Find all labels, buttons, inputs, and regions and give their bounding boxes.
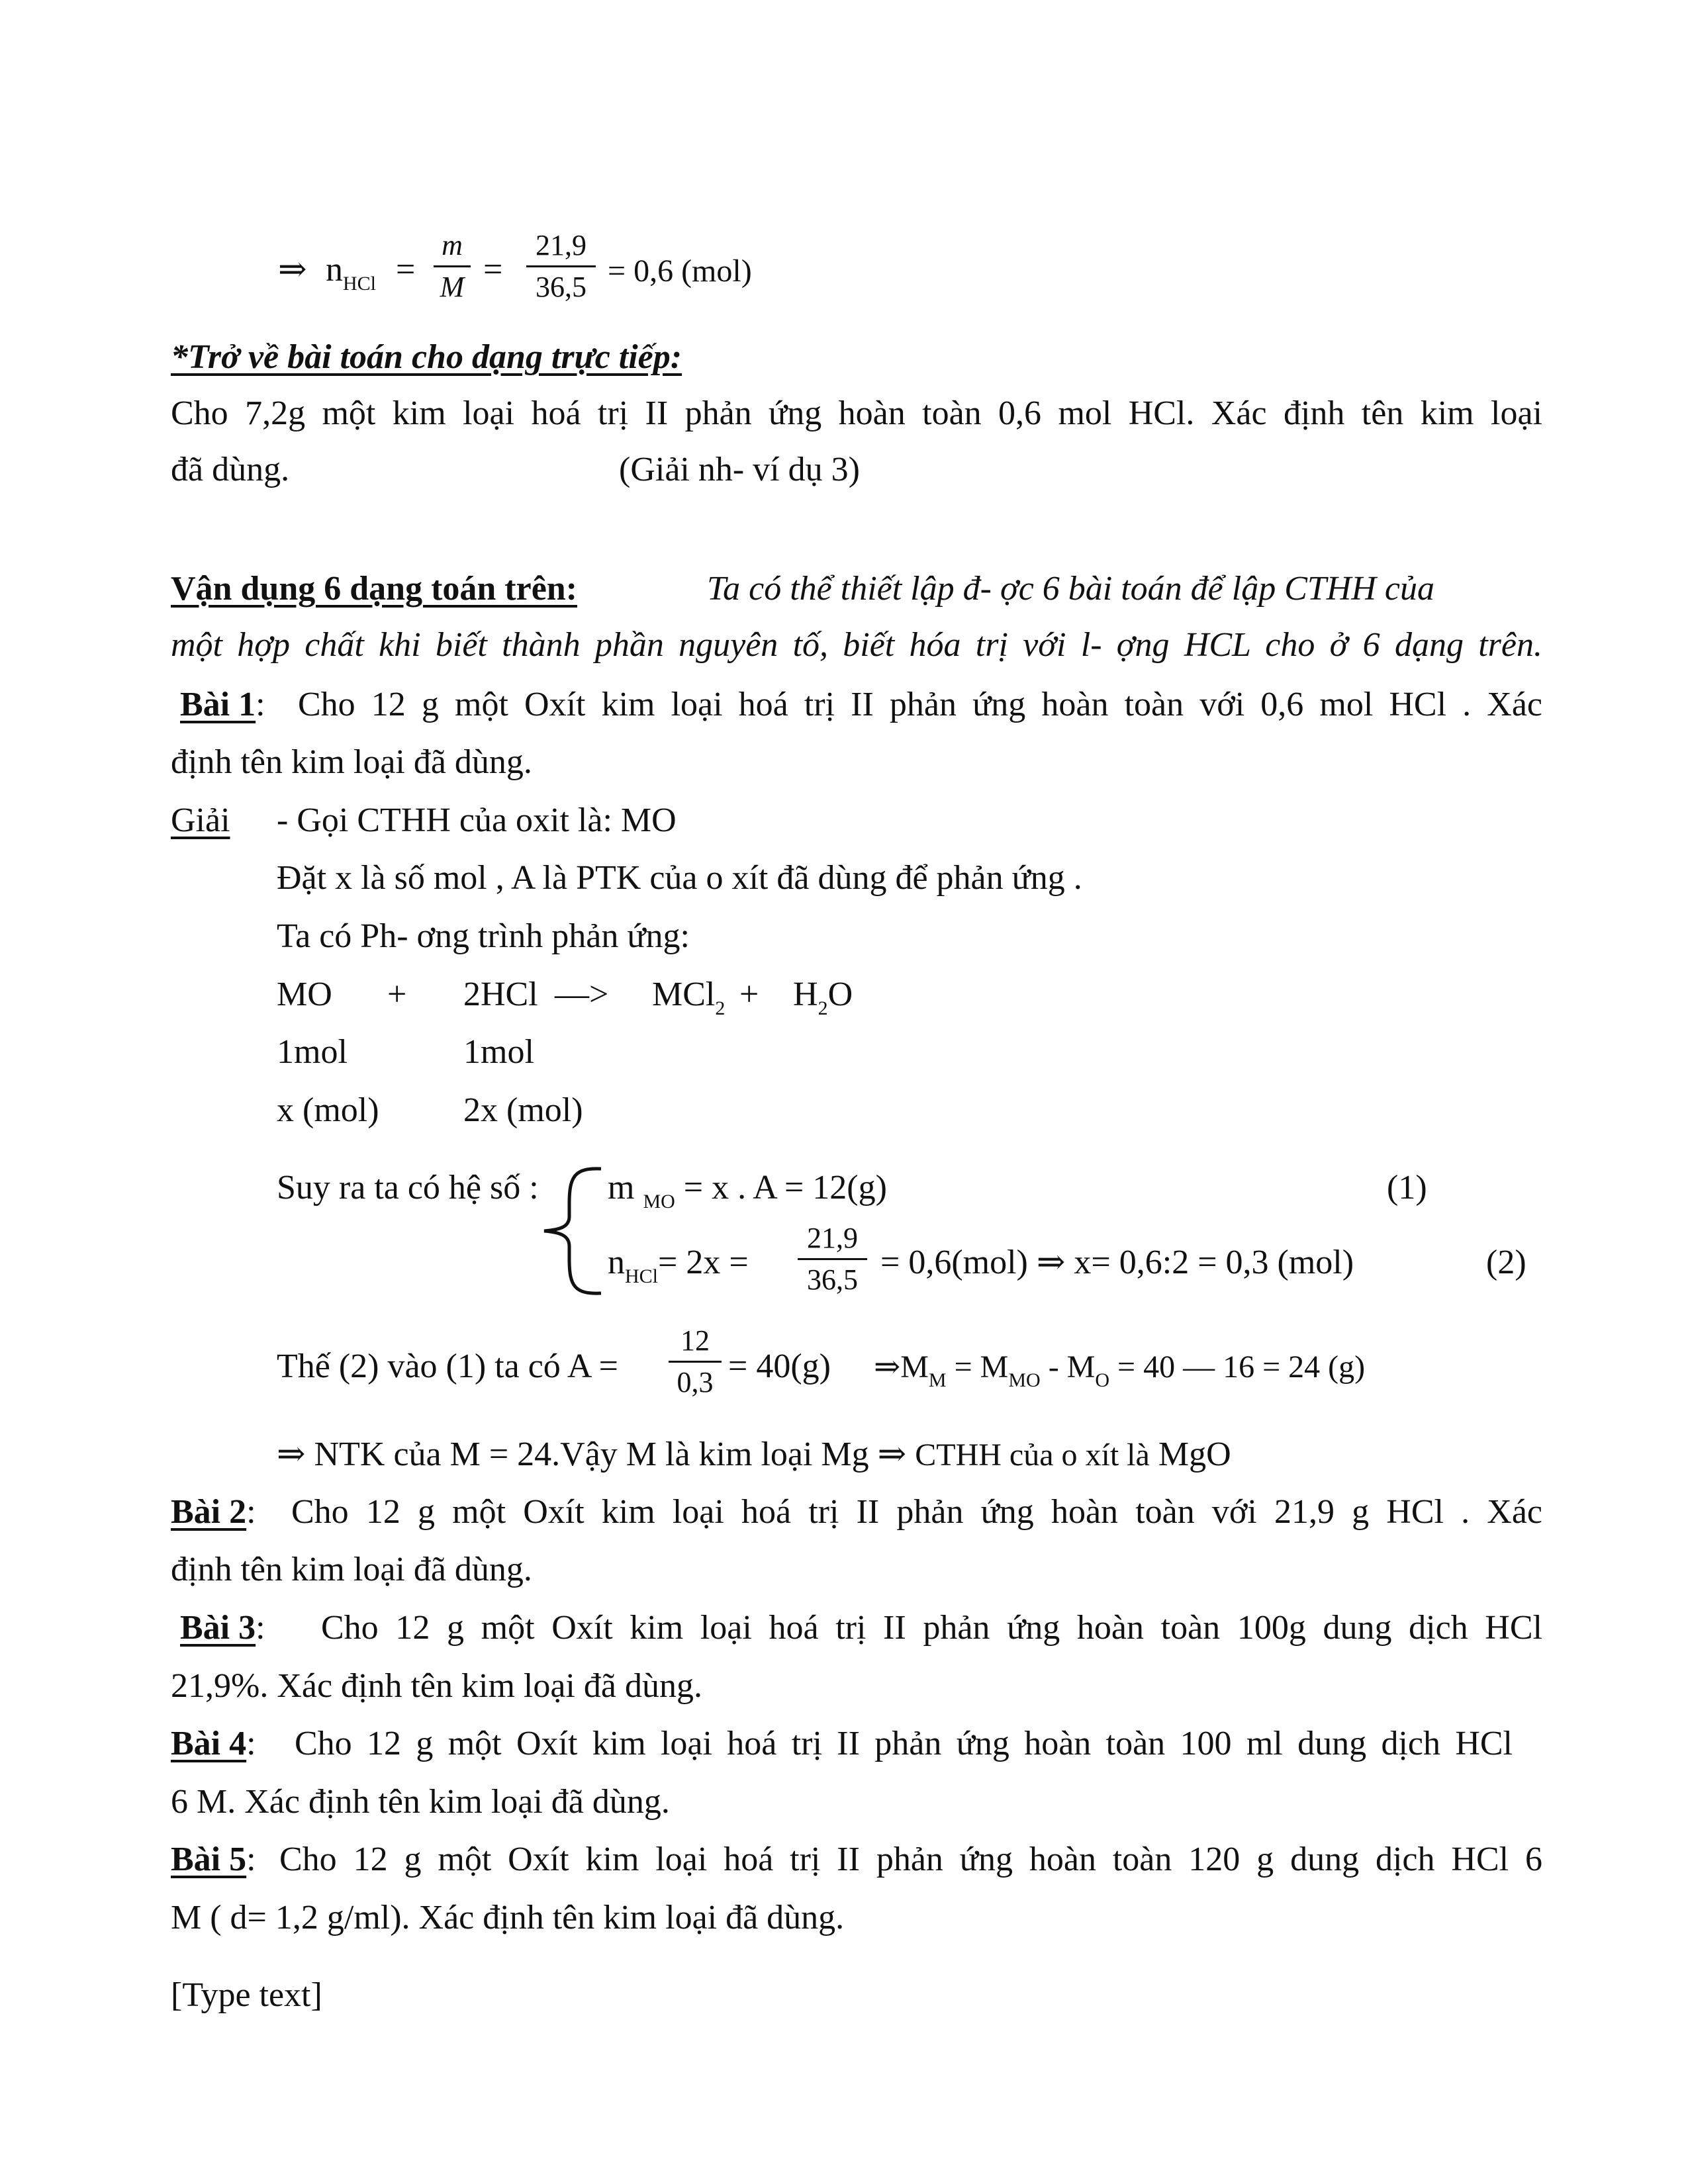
apply-heading: Vận dụng 6 dạng toán trên: [171,570,578,608]
solution-step-2: Đặt x là số mol , A là PTK của o xít đã dùng để phản ứng . [277,859,1082,897]
molar-mass-derivation: $\Rightarrow M_M = M_{MO} - M_O = 40$ — 16 = 24 (g) [874,1349,1366,1391]
bai3-line-2: 21,9%. Xác định tên kim loại đã dùng. [171,1667,702,1705]
equals-sign: = [483,251,503,289]
direct-line-1: Cho 7,2g một kim loại hoá trị II phản ứng hoàn toàn 0,6 mol HCl. Xác định tên kim loại [171,394,1542,432]
bai4-heading: Bài 4: [171,1725,256,1762]
fraction-m-over-M: m M [434,228,471,304]
conclusion-line: ⇒ NTK của M = 24.Vậy M là kim loại Mg ⇒ CTHH của o xít là MgO [277,1435,1231,1473]
system-tag-2: (2) [1486,1244,1526,1281]
bai2-line-2: định tên kim loại đã dùng. [171,1551,532,1588]
substitution-fraction: 12 0,3 [669,1324,722,1400]
reactant-hcl: 2HCl [463,976,538,1013]
x-row-mo: x (mol) [277,1091,379,1129]
system-intro: Suy ra ta có hệ số : [277,1169,539,1206]
direct-line-2: đã dùng. [171,451,290,488]
solution-step-3: Ta có Ph- ơng trình phản ứng: [277,917,690,955]
direct-heading: *Trở về bài toán cho dạng trực tiếp: [171,338,682,376]
system-brace [535,1163,608,1299]
equals-sign: = [396,251,416,289]
formula-lhs: $n_{HCl}$ [326,251,377,295]
bai5-line-1: Cho 12 g một Oxít kim loại hoá trị II phản ứng hoàn toàn 120 g dung dịch HCl 6 [279,1841,1542,1878]
x-row-hcl: 2x (mol) [463,1091,583,1129]
bai2-heading: Bài 2: [171,1493,256,1531]
reaction-arrow: —> [555,976,609,1013]
bai1-line-2: định tên kim loại đã dùng. [171,743,532,781]
mol-row-mo: 1mol [277,1033,348,1071]
product-h2o: $H_2O$ [793,976,853,1019]
bai1-line-1: Cho 12 g một Oxít kim loại hoá trị II phản ứng hoàn toàn với 0,6 mol HCl . Xác [298,686,1542,723]
bai3-heading: Bài 3: [180,1609,265,1647]
plus-sign: + [739,976,759,1013]
bai2-line-1: Cho 12 g một Oxít kim loại hoá trị II phản ứng hoàn toàn với 21,9 g HCl . Xác [291,1493,1542,1531]
bai5-line-2: M ( d= 1,2 g/ml). Xác định tên kim loại đã dùng. [171,1899,845,1936]
system-row-2-rhs: = 0,6(mol) ⇒ x= 0,6:2 = 0,3 (mol) [880,1244,1354,1281]
bai1-heading: Bài 1: [180,686,265,723]
fraction-mass-over-molar: 21,9 36,5 [526,228,596,304]
bai5-heading: Bài 5: [171,1841,256,1878]
bai3-line-1: Cho 12 g một Oxít kim loại hoá trị II phản ứng hoàn toàn 100g dung dịch HCl [321,1609,1542,1647]
substitution-result: = 40(g) [728,1347,831,1385]
product-mcl2: MCl$_2$ [652,976,726,1019]
solution-label: Giải [171,801,230,839]
implies-symbol: ⇒ [278,251,307,289]
solution-step-1: - Gọi CTHH của oxit là: MO [277,801,677,839]
apply-line-1: Ta có thể thiết lập đ- ợc 6 bài toán để lập CTHH của [707,570,1434,608]
direct-note: (Giải nh- ví dụ 3) [619,451,860,488]
apply-line-2: một hợp chất khi biết thành phần nguyên tố, biết hóa trị với l- ợng HCL cho ở 6 dạng trên. [171,626,1542,664]
bai4-line-2: 6 M. Xác định tên kim loại đã dùng. [171,1783,670,1821]
bai4-line-1: Cho 12 g một Oxít kim loại hoá trị II phản ứng hoàn toàn 100 ml dung dịch HCl [295,1725,1513,1762]
reactant-mo: MO [277,976,332,1013]
plus-sign: + [387,976,407,1013]
substitution-text: Thế (2) vào (1) ta có A = [277,1347,618,1385]
mol-row-hcl: 1mol [463,1033,534,1071]
system-row-1: m $_{MO}$ = x . A = 12(g) [608,1169,887,1212]
system-tag-1: (1) [1387,1169,1427,1206]
footer-placeholder[interactable]: [Type text] [171,1976,322,2014]
system-row-2-lhs: $n_{HCl}= 2x$ = [608,1244,749,1287]
formula-result: = 0,6 (mol) [608,253,752,289]
system-fraction: 21,9 36,5 [798,1221,867,1297]
